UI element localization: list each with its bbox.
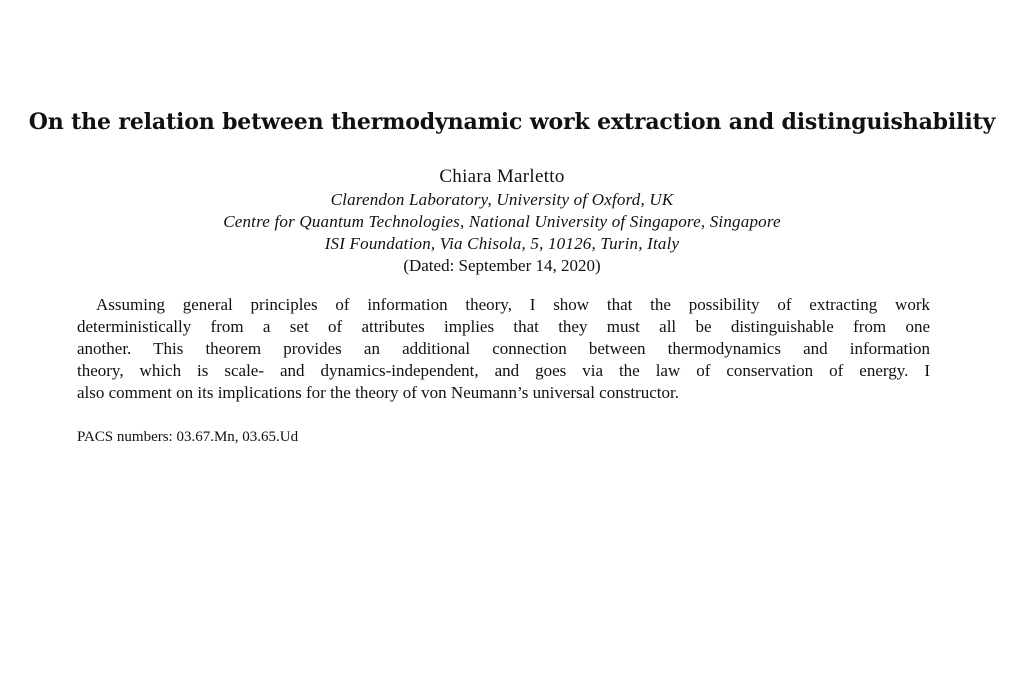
abstract-line: also comment on its implications for the theory of von Neumann’s universal constructor. [77,383,679,402]
paper-title: On the relation between thermodynamic work extraction and distinguishability [28,109,996,135]
author-name: Chiara Marletto [439,166,565,187]
affiliation-singapore: Centre for Quantum Technologies, National University of Singapore, Singapore [223,212,781,231]
abstract-line: Assuming general principles of information theory, I show that the possibility of extracting work [96,295,930,314]
abstract-line: deterministically from a set of attributes implies that they must all be distinguishable from one [77,317,930,336]
pacs-numbers: PACS numbers: 03.67.Mn, 03.65.Ud [77,429,299,445]
dated-line: (Dated: September 14, 2020) [403,256,601,275]
abstract-line: another. This theorem provides an additional connection between thermodynamics and information [77,339,930,358]
affiliations [0,189,1004,277]
affiliation-isi: ISI Foundation, Via Chisola, 5, 10126, Turin, Italy [324,234,680,253]
abstract [77,294,930,404]
abstract-line: theory, which is scale- and dynamics-independent, and goes via the law of conservation of energy. I [77,361,930,380]
affiliation-oxford: Clarendon Laboratory, University of Oxford, UK [330,190,674,209]
